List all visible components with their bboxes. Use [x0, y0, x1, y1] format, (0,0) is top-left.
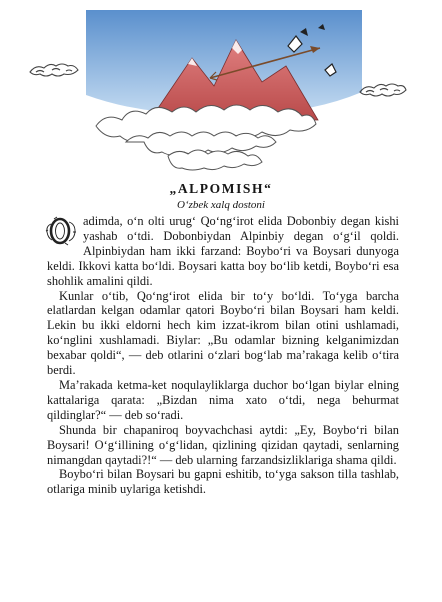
mountain-clouds-kites-illustration — [0, 0, 442, 178]
paragraph-3: Ma’rakada ketma-ket noqulayliklarga duchor bo‘lgan biylar elning kattalariga qarata: „Bizdan nima xato o‘tdi, nega behurmat qildinglar?“ — deb so‘radi. — [47, 377, 399, 422]
ornamental-letter-o-icon — [45, 216, 79, 246]
document-title: „ALPOMISH“ — [169, 181, 273, 196]
header-illustration — [0, 0, 442, 178]
paragraph-5: Boybo‘ri bilan Boysari bu gapni eshitib, to‘yga sakson tilla tashlab, otlariga minib uylariga ketishdi. — [47, 467, 399, 497]
paragraph-1: adimda, o‘n olti urug‘ Qo‘ng‘irot elida Dobonbiy degan kishi yashab o‘tdi. Dobonbiydan Alpinbiy degan o‘g‘il qoldi. Alpinbiydan ham ikki farzand: Boybo‘ri va Boysari dunyoga keldi. Ikkovi katta bo‘ldi. Boysari katta boy bo‘lib ketdi, Boybo‘ri esa shohlik amalini qildi. — [47, 214, 399, 288]
document-subtitle: O‘zbek xalq dostoni — [177, 199, 265, 211]
paragraph-4: Shunda bir chapaniroq boyvachchasi aytdi: „Ey, Boybo‘ri bilan Boysari! O‘g‘illining o‘g‘lidan, qizlining qizidan qaytadi, senlarning nimangdan qaytadi?!“ — deb ularning farzandsizliklariga shama qildi. — [47, 422, 399, 467]
paragraph-2: Kunlar o‘tib, Qo‘ng‘irot elida bir to‘y bo‘ldi. To‘yga barcha elatlardan kelgan odamlar qatori Boybo‘ri bilan Boysari ham keldi. Lekin bu ikki eldorni hech kim izzat-ikrom bilan otini ushlamadi, ko‘nglini xushlamadi. Biylar: „Bu odamlar bizning kelganimizdan bexabar qoldi“, — deb otlarini o‘zlari bog‘lab ma’rakaga kelib o‘tira berdi. — [47, 288, 399, 378]
body-text — [47, 214, 399, 497]
